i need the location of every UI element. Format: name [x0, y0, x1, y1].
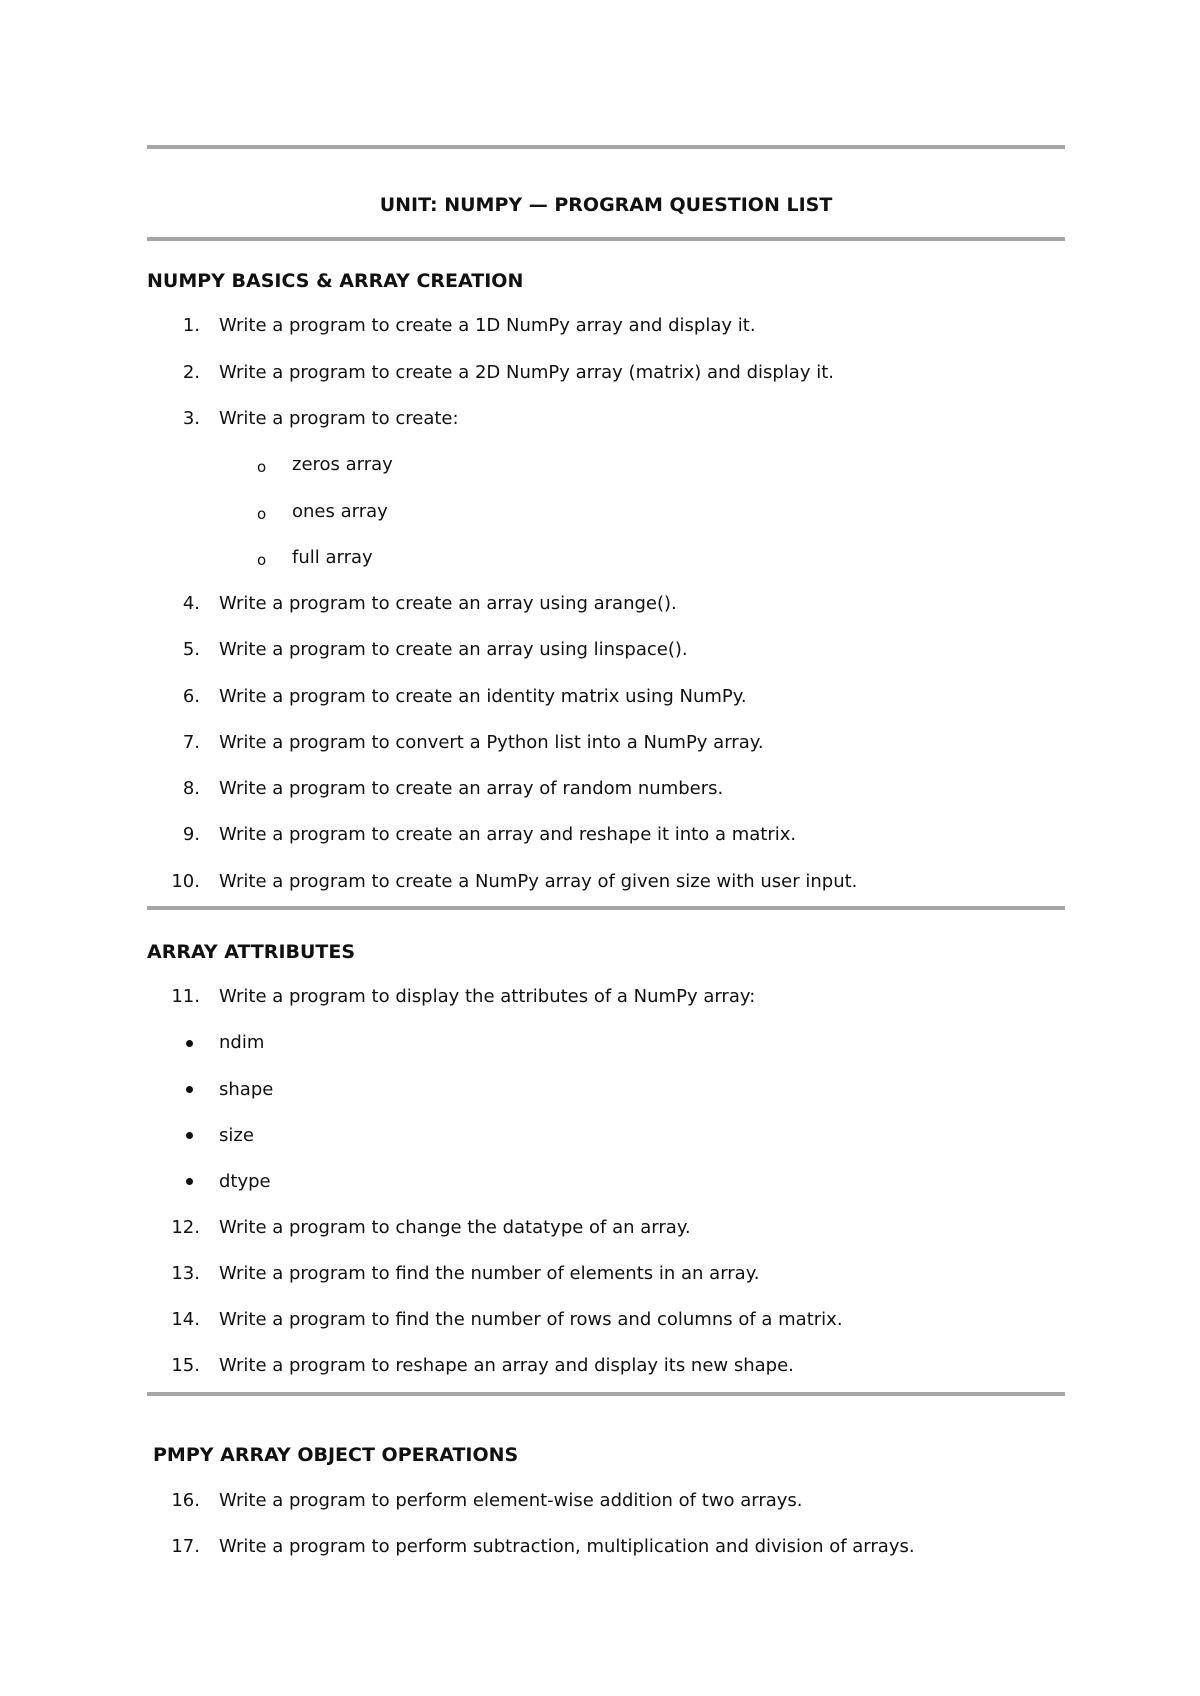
circle-bullet-icon: o — [257, 505, 267, 523]
section-divider — [147, 1392, 1065, 1396]
title-rule — [147, 237, 1065, 241]
bullet-text: size — [219, 1125, 254, 1146]
item-number: 17. — [171, 1536, 200, 1557]
item-text: Write a program to reshape an array and display its new shape. — [219, 1355, 794, 1376]
item-number: 6. — [182, 686, 200, 707]
section-heading-operations: PMPY ARRAY OBJECT OPERATIONS — [153, 1444, 519, 1466]
item-number: 4. — [182, 593, 200, 614]
item-text: Write a program to create a 2D NumPy array (matrix) and display it. — [219, 362, 834, 383]
item-number: 8. — [182, 778, 200, 799]
bullet-text: shape — [219, 1079, 274, 1100]
item-text: Write a program to create an array and reshape it into a matrix. — [219, 824, 797, 845]
item-number: 10. — [171, 871, 200, 892]
item-text: Write a program to find the number of elements in an array. — [219, 1263, 760, 1284]
item-number: 11. — [171, 986, 200, 1007]
item-number: 12. — [171, 1217, 200, 1238]
bullet-icon — [186, 1086, 193, 1093]
item-text: Write a program to create a NumPy array of given size with user input. — [219, 871, 858, 892]
sub-item-text: full array — [292, 547, 373, 568]
item-number: 13. — [171, 1263, 200, 1284]
bullet-icon — [186, 1132, 193, 1139]
item-text: Write a program to perform element-wise addition of two arrays. — [219, 1490, 803, 1511]
item-number: 7. — [182, 732, 200, 753]
item-text: Write a program to create an array using arange(). — [219, 593, 677, 614]
item-text: Write a program to display the attributes of a NumPy array: — [219, 986, 756, 1007]
section-divider — [147, 906, 1065, 910]
page-title: UNIT: NUMPY — PROGRAM QUESTION LIST — [379, 194, 833, 216]
circle-bullet-icon: o — [257, 551, 267, 569]
bullet-icon — [186, 1040, 193, 1047]
item-number: 15. — [171, 1355, 200, 1376]
circle-bullet-icon: o — [257, 458, 267, 476]
item-text: Write a program to convert a Python list into a NumPy array. — [219, 732, 764, 753]
section-heading-basics: NUMPY BASICS & ARRAY CREATION — [147, 270, 524, 292]
item-number: 9. — [182, 824, 200, 845]
bullet-text: dtype — [219, 1171, 271, 1192]
sub-item-text: zeros array — [292, 454, 393, 475]
bullet-icon — [186, 1178, 193, 1185]
item-text: Write a program to create: — [219, 408, 459, 429]
item-text: Write a program to create an array of random numbers. — [219, 778, 724, 799]
item-text: Write a program to perform subtraction, multiplication and division of arrays. — [219, 1536, 915, 1557]
item-text: Write a program to change the datatype of an array. — [219, 1217, 691, 1238]
item-text: Write a program to create an array using linspace(). — [219, 639, 688, 660]
sub-item-text: ones array — [292, 501, 388, 522]
item-number: 2. — [182, 362, 200, 383]
item-text: Write a program to create an identity matrix using NumPy. — [219, 686, 747, 707]
item-number: 1. — [182, 315, 200, 336]
bullet-text: ndim — [219, 1032, 265, 1053]
item-text: Write a program to create a 1D NumPy array and display it. — [219, 315, 756, 336]
top-rule — [147, 145, 1065, 149]
item-number: 3. — [182, 408, 200, 429]
item-number: 14. — [171, 1309, 200, 1330]
item-number: 5. — [182, 639, 200, 660]
item-number: 16. — [171, 1490, 200, 1511]
section-heading-attributes: ARRAY ATTRIBUTES — [147, 941, 356, 963]
item-text: Write a program to find the number of rows and columns of a matrix. — [219, 1309, 843, 1330]
